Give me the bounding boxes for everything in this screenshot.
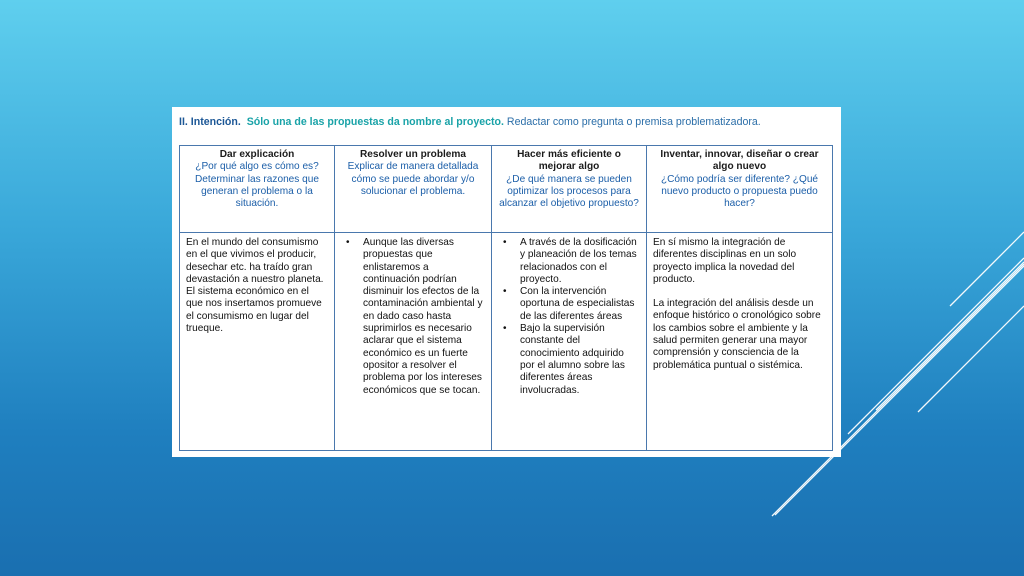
- header-cell: [647, 146, 833, 233]
- header-cell: [180, 146, 335, 233]
- bullet-list: [498, 237, 640, 397]
- bullet-item: • Aunque las diversas propuestas que enlistaremos a continuación podrían disminuir los efectos de la contaminación ambiental y en dado caso hasta suprimirlos es necesario aclarar que el sistema económico es un fuerte opositor a resolver el problema por los intereses económicos que se tocan.: [363, 237, 485, 397]
- body-cell: [335, 233, 492, 451]
- heading-instruction: Redactar como pregunta o premisa problematizadora.: [506, 116, 761, 128]
- section-heading: [179, 115, 834, 145]
- table-body-row: [180, 233, 833, 451]
- heading-prefix: II. Intención.: [179, 116, 241, 128]
- intention-table: [179, 145, 833, 451]
- column-subtitle: Explicar de manera detallada cómo se puede abordar y/o solucionar el problema.: [347, 161, 479, 197]
- column-title: Resolver un problema: [359, 149, 466, 160]
- heading-emphasis: Sólo una de las propuestas da nombre al proyecto.: [246, 116, 504, 128]
- bullet-item: • Con la intervención oportuna de especialistas de las diferentes áreas: [520, 286, 640, 323]
- body-text: En el mundo del consumismo en el que vivimos el producir, desechar etc. ha traído gran devastación a nuestro planeta.: [186, 237, 324, 285]
- body-text: En sí mismo la integración de diferentes disciplinas en un solo proyecto implica la novedad del producto.: [653, 237, 797, 285]
- column-subtitle: ¿Por qué algo es cómo es? Determinar las razones que generan el problema o la situación.: [195, 161, 319, 210]
- header-cell: [492, 146, 647, 233]
- body-text: El sistema económico en el que nos insertamos promueve el consumismo en lugar del trueque.: [186, 286, 322, 335]
- header-cell: [335, 146, 492, 233]
- body-cell: [492, 233, 647, 451]
- document-image: [172, 107, 841, 457]
- column-title: Dar explicación: [219, 149, 295, 160]
- column-title: Inventar, innovar, diseñar o crear algo nuevo: [660, 149, 819, 173]
- bullet-list: [341, 237, 485, 397]
- body-text: La integración del análisis desde un enfoque histórico o cronológico sobre los cambios sobre el ambiente y la salud permiten generar una mayor comprensión y consciencia de la problemática puntual o sistémica.: [653, 298, 821, 371]
- body-cell: [647, 233, 833, 451]
- column-subtitle: ¿De qué manera se pueden optimizar los procesos para alcanzar el objetivo propuesto?: [499, 173, 639, 210]
- body-cell: [180, 233, 335, 451]
- bullet-item: • Bajo la supervisión constante del conocimiento adquirido por el alumno sobre las diferentes áreas involucradas.: [520, 323, 640, 397]
- table-header-row: [180, 146, 833, 233]
- column-title: Hacer más eficiente o mejorar algo: [517, 149, 621, 173]
- column-subtitle: ¿Cómo podría ser diferente? ¿Qué nuevo producto o propuesta puedo hacer?: [660, 173, 819, 210]
- bullet-item: • A través de la dosificación y planeación de los temas relacionados con el proyecto.: [520, 237, 640, 286]
